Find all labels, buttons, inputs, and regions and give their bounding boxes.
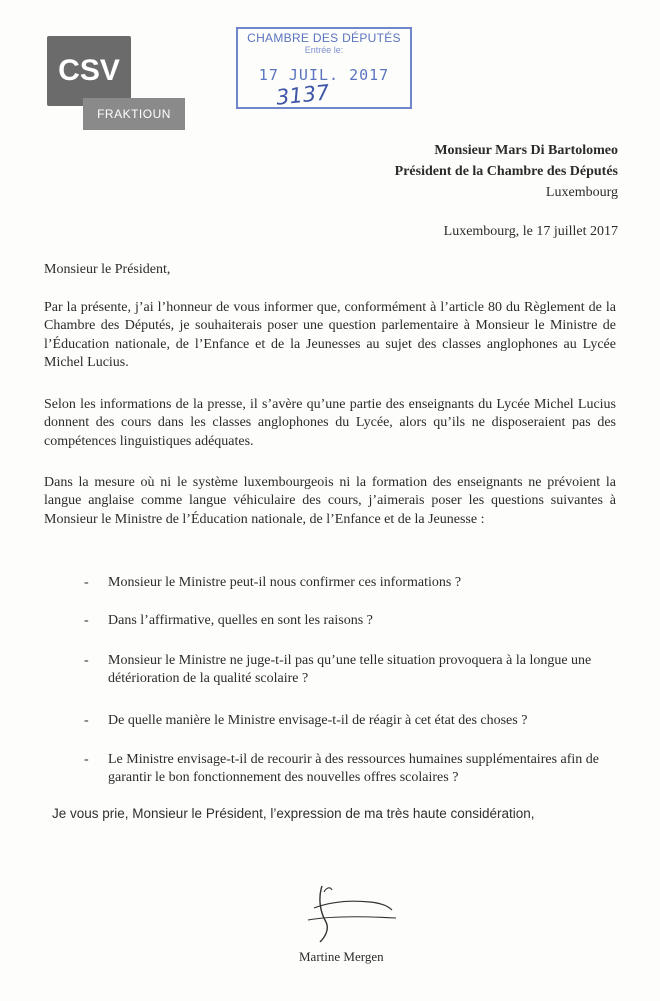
- signer-name: Martine Mergen: [299, 949, 384, 964]
- paragraph-press: Selon les informations de la presse, il s’avère qu’une partie des enseignants du Lycée Michel Lucius donnent des cours dans les classes anglophones du Lycée, alors qu’ils ne disposeraient pas des compétences linguistiques adéquates.: [44, 397, 616, 449]
- bullet-dash: -: [84, 613, 89, 628]
- bullet-dash: -: [84, 575, 89, 590]
- recipient-name: Monsieur Mars Di Bartolomeo: [434, 143, 618, 158]
- bullet-dash: -: [84, 752, 89, 767]
- salutation: Monsieur le Président,: [44, 262, 171, 277]
- paragraph-context: Dans la mesure où ni le système luxembourgeois ni la formation des enseignants ne prévoient la langue anglaise comme langue véhiculaire des cours, j’aimerais poser les questions suivantes à Monsieur le Ministre de l’Éducation nationale, de l’Enfance et de la Jeunesse :: [44, 475, 616, 527]
- paragraph-intro: Par la présente, j’ai l’honneur de vous informer que, conformément à l’article 80 du Règlement de la Chambre des Députés, je souhaiterais poser une question parlementaire à Monsieur le Ministre de l’Éducation nationale, de l’Enfance et de la Jeunesses au sujet des classes anglophones au Lycée Michel Lucius.: [44, 300, 616, 370]
- stamp-label: Entrée le:: [304, 45, 344, 55]
- bullet-dash: -: [84, 713, 89, 728]
- bullet-dash: -: [84, 653, 89, 668]
- question-text: De quelle manière le Ministre envisage-t-il de réagir à cet état des choses ?: [108, 713, 528, 728]
- question-text: Monsieur le Ministre peut-il nous confirmer ces informations ?: [108, 575, 462, 590]
- csv-logo: [47, 36, 185, 130]
- question-text: Monsieur le Ministre ne juge-t-il pas qu’une telle situation provoquera à la longue une détérioration de la qualité scolaire ?: [108, 653, 592, 687]
- logo-sub: FRAKTIOUN: [83, 98, 185, 130]
- recipient-block: [395, 140, 618, 203]
- recipient-city: Luxembourg: [545, 185, 618, 200]
- date-line: Luxembourg, le 17 juillet 2017: [443, 224, 618, 239]
- recipient-title: Président de la Chambre des Députés: [394, 164, 618, 179]
- closing-formula: Je vous prie, Monsieur le Président, l’expression de ma très haute considération,: [52, 806, 535, 821]
- stamp-title: CHAMBRE DES DÉPUTÉS: [247, 31, 401, 45]
- stamp-number: 3137: [274, 80, 331, 110]
- handwritten-signature: [300, 878, 410, 948]
- logo-main: CSV: [47, 36, 131, 106]
- question-text: Le Ministre envisage-t-il de recourir à des ressources humaines supplémentaires afin de garantir le bon fonctionnement des nouvelles offres scolaires ?: [108, 752, 599, 786]
- question-text: Dans l’affirmative, quelles en sont les raisons ?: [108, 613, 373, 628]
- reception-stamp: [236, 27, 412, 109]
- stamp-date: 17 JUIL. 2017: [258, 66, 390, 84]
